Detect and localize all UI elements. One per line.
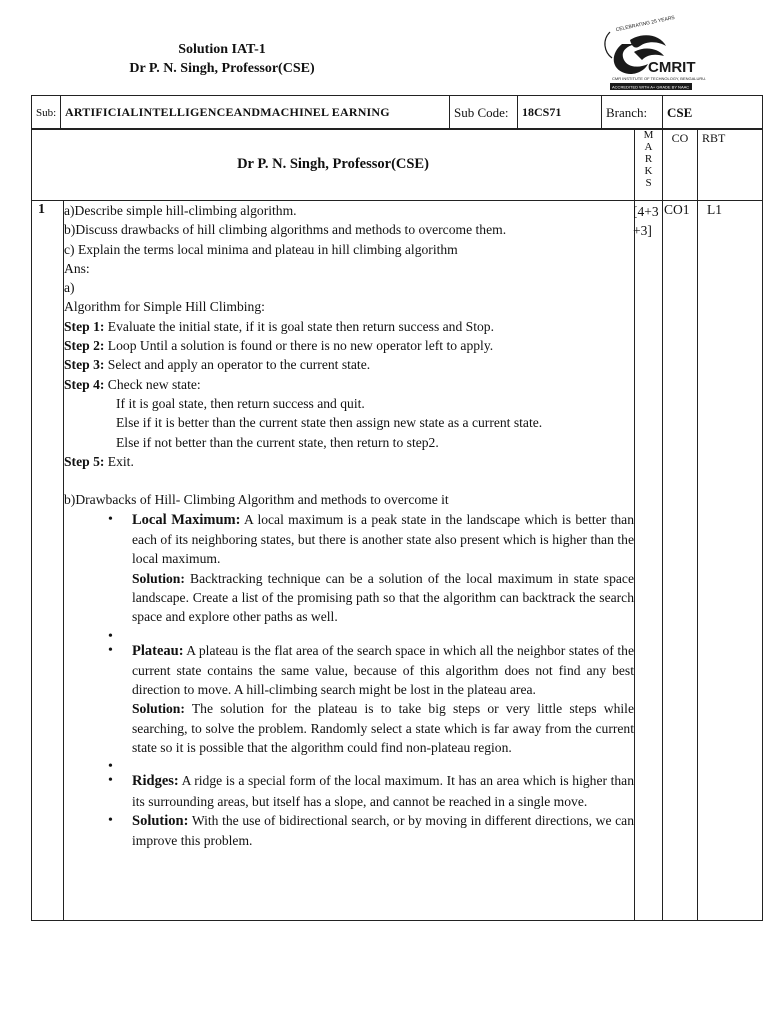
step-4-line: If it is goal state, then return success and quit. xyxy=(116,395,365,411)
step-text: Select and apply an operator to the current state. xyxy=(104,357,371,373)
subject-info-table xyxy=(31,95,763,130)
question-b: b)Discuss drawbacks of hill climbing algorithms and methods to overcome them. xyxy=(64,222,507,238)
solution-label: Solution: xyxy=(132,701,185,717)
branch-label: Branch: xyxy=(602,96,663,130)
marks-value-text: [4+3 +3] xyxy=(633,204,659,238)
marks-header-text: M A R K S xyxy=(643,129,654,189)
bullet-text: A plateau is the flat area of the search space in which all the neighbor states of the current state contains the same value, because of this algorithm does not find any best direction to move. A hill-climbing search might be lost in the plateau area. xyxy=(132,642,634,698)
document-subtitle: Dr P. N. Singh, Professor(CSE) xyxy=(129,61,315,76)
subcode-label: Sub Code: xyxy=(450,96,518,130)
step-2 xyxy=(64,336,634,355)
document-title: Solution IAT-1 xyxy=(178,42,266,57)
bullet-label: Solution: xyxy=(132,812,189,829)
drawbacks-list xyxy=(64,510,634,851)
list-item-plateau xyxy=(132,641,634,758)
step-text: Exit. xyxy=(104,453,134,469)
bullet-label: Ridges: xyxy=(132,773,179,790)
answer-content xyxy=(64,201,635,921)
document-title-block xyxy=(110,40,334,78)
step-4 xyxy=(64,375,634,394)
question-number: 1 xyxy=(32,201,64,921)
step-label: Step 3: xyxy=(64,357,105,373)
step-label: Step 5: xyxy=(64,453,105,469)
subcode-value: 18CS71 xyxy=(518,96,602,130)
table-heading-row xyxy=(32,129,763,201)
subject-name: ARTIFICIALINTELLIGENCEANDMACHINEL EARNING xyxy=(61,96,450,130)
logo-name: CMRIT xyxy=(648,59,696,76)
list-item-ridges xyxy=(132,771,634,811)
solution-text: The solution for the plateau is to take big steps or very little steps while searching, to solve the problem. Randomly select a state which is far away from the current state so it is possible that the algorithm could find non-plateau region. xyxy=(132,701,634,756)
answer-a-label: a) xyxy=(64,280,75,296)
algorithm-title: Algorithm for Simple Hill Climbing: xyxy=(64,299,265,315)
step-label: Step 2: xyxy=(64,338,105,354)
marks-header xyxy=(635,129,663,201)
step-3 xyxy=(64,355,634,374)
co-header: CO xyxy=(663,129,698,201)
solution-table xyxy=(31,128,763,921)
solution-label: Solution: xyxy=(132,570,185,586)
list-item-local-maximum xyxy=(132,510,634,627)
step-4-line: Else if it is better than the current state then assign new state as a current state. xyxy=(116,415,543,431)
logo-accreditation: ACCREDITED WITH A+ GRADE BY NAAC xyxy=(612,84,690,90)
step-1 xyxy=(64,317,634,336)
logo-arc-text: CELEBRATING 25 YEARS xyxy=(615,14,676,34)
bullet-label: Plateau: xyxy=(132,642,184,659)
list-item-ridges-solution xyxy=(132,811,634,851)
bullet-text: With the use of bidirectional search, or by moving in different directions, we can improve this problem. xyxy=(132,812,634,849)
answer-label: Ans: xyxy=(64,260,90,276)
step-label: Step 1: xyxy=(64,318,105,334)
question-row xyxy=(32,201,763,921)
solution-text: Backtracking technique can be a solution of the local maximum in state space landscape. Create a list of the promising path so that the algorithm can backtrack the search space and explore other paths as well. xyxy=(132,570,634,625)
step-text: Evaluate the initial state, if it is goal state then return success and Stop. xyxy=(104,318,494,334)
bullet-text: A ridge is a special form of the local maximum. It has an area which is higher than its surrounding areas, but itself has a slope, and cannot be reached in a single move. xyxy=(132,773,634,809)
question-a: a)Describe simple hill-climbing algorithm. xyxy=(64,203,297,218)
step-5 xyxy=(64,452,634,471)
step-label: Step 4: xyxy=(64,376,105,392)
bullet-text: A local maximum is a peak state in the landscape which is better than each of its neighboring states, but there is another state also present which is higher than the local maximum. xyxy=(132,511,634,567)
bullet-label: Local Maximum: xyxy=(132,511,241,528)
table-heading xyxy=(32,129,635,201)
spacer xyxy=(64,471,634,490)
rbt-header: RBT xyxy=(698,129,763,201)
cmrit-logo xyxy=(582,14,707,96)
sub-label: Sub: xyxy=(32,96,61,130)
subject-info-row xyxy=(32,96,763,130)
question-c: c) Explain the terms local minima and plateau in hill climbing algorithm xyxy=(64,241,458,257)
part-b-title: b)Drawbacks of Hill- Climbing Algorithm and methods to overcome it xyxy=(64,492,449,508)
step-text: Check new state: xyxy=(104,376,201,392)
marks-value xyxy=(635,201,663,921)
step-4-line: Else if not better than the current state, then return to step2. xyxy=(116,434,439,450)
rbt-value: L1 xyxy=(698,201,763,921)
co-value: CO1 xyxy=(663,201,698,921)
step-text: Loop Until a solution is found or there is no new operator left to apply. xyxy=(104,338,494,354)
logo-full-name: CMR INSTITUTE OF TECHNOLOGY, BENGALURU. xyxy=(612,76,707,81)
branch-value: CSE xyxy=(663,96,763,130)
table-heading-text: Dr P. N. Singh, Professor(CSE) xyxy=(237,156,429,172)
